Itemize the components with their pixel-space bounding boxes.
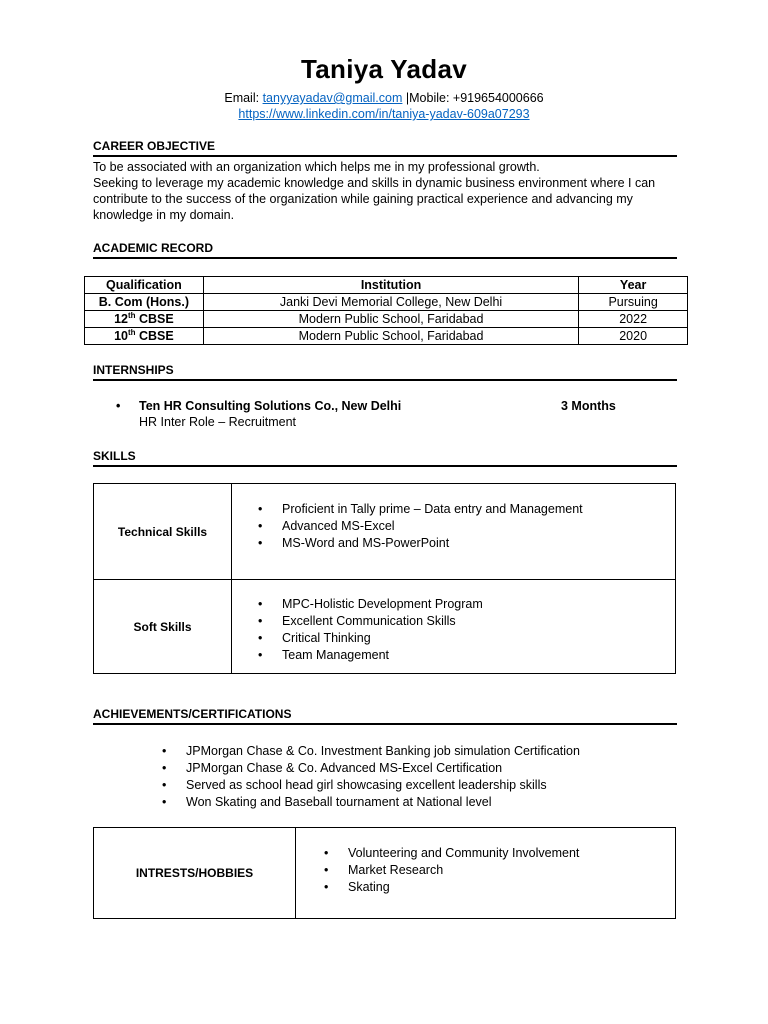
list-item: • JPMorgan Chase & Co. Investment Banking job simulation Certification: [162, 744, 580, 758]
candidate-name: Taniya Yadav: [301, 54, 467, 84]
bullet-icon: •: [162, 795, 167, 809]
career-objective-text: [93, 159, 683, 223]
hobbies-label: INTRESTS/HOBBIES: [94, 828, 296, 918]
table-row: [85, 294, 688, 311]
hobbies-list: [324, 845, 579, 896]
bullet-icon: •: [258, 648, 263, 662]
academic-table: [84, 276, 688, 345]
linkedin-link[interactable]: https://www.linkedin.com/in/taniya-yadav-609a07293: [238, 107, 530, 121]
institution-cell: Janki Devi Memorial College, New Delhi: [203, 294, 578, 311]
career-line: To be associated with an organization which helps me in my professional growth.: [93, 160, 540, 174]
list-item: • JPMorgan Chase & Co. Advanced MS-Excel Certification: [162, 761, 503, 775]
list-item: • Critical Thinking: [258, 631, 371, 645]
list-item: • Advanced MS-Excel: [258, 519, 395, 533]
bullet-icon: •: [258, 502, 263, 516]
table-row: [85, 311, 688, 328]
header-qualification: Qualification: [85, 277, 204, 294]
table-header-row: [85, 277, 688, 294]
email-label: Email:: [224, 91, 263, 105]
bullet-icon: •: [116, 399, 121, 413]
list-item: • Volunteering and Community Involvement: [324, 846, 580, 860]
bullet-icon: •: [258, 631, 263, 645]
bullet-icon: •: [258, 536, 263, 550]
internship-role: HR Inter Role – Recruitment: [139, 415, 297, 429]
soft-skills-list: [258, 596, 483, 664]
bullet-icon: •: [324, 863, 329, 877]
bullet-icon: •: [324, 846, 329, 860]
header-institution: Institution: [203, 277, 578, 294]
career-line: contribute to the success of the organization while gaining practical experience and advancing my: [93, 192, 633, 206]
internships-heading: INTERNSHIPS: [93, 363, 677, 381]
career-line: Seeking to leverage my academic knowledge and skills in dynamic business environment where I can: [93, 176, 656, 190]
career-objective-heading: CAREER OBJECTIVE: [93, 139, 677, 157]
institution-cell: Modern Public School, Faridabad: [203, 328, 578, 345]
technical-skills-box: [93, 483, 676, 580]
achievements-heading: ACHIEVEMENTS/CERTIFICATIONS: [93, 707, 677, 725]
header-year: Year: [579, 277, 688, 294]
bullet-icon: •: [162, 761, 167, 775]
list-item: • Skating: [324, 880, 390, 894]
list-item: • Excellent Communication Skills: [258, 614, 456, 628]
list-item: • MPC-Holistic Development Program: [258, 597, 483, 611]
contact-line: [0, 90, 768, 106]
internship-company: Ten HR Consulting Solutions Co., New Delhi: [139, 399, 402, 413]
career-line: knowledge in my domain.: [93, 208, 235, 222]
year-cell: 2020: [579, 328, 688, 345]
technical-skills-list: [258, 501, 583, 552]
skills-heading: SKILLS: [93, 449, 677, 467]
list-item: • Proficient in Tally prime – Data entry and Management: [258, 502, 583, 516]
hobbies-box: [93, 827, 676, 919]
academic-record-heading: ACADEMIC RECORD: [93, 241, 677, 259]
mobile-text: |Mobile: +919654000666: [402, 91, 544, 105]
internship-duration: 3 Months: [561, 399, 616, 413]
qualification-cell: B. Com (Hons.): [85, 294, 204, 311]
soft-skills-box: [93, 579, 676, 674]
technical-skills-label: Technical Skills: [94, 484, 232, 579]
year-cell: Pursuing: [579, 294, 688, 311]
bullet-icon: •: [258, 614, 263, 628]
year-cell: 2022: [579, 311, 688, 328]
institution-cell: Modern Public School, Faridabad: [203, 311, 578, 328]
achievements-list: [162, 743, 580, 811]
qualification-cell: 10th CBSE: [85, 328, 204, 345]
list-item: • Market Research: [324, 863, 444, 877]
table-row: [85, 328, 688, 345]
soft-skills-label: Soft Skills: [94, 580, 232, 673]
bullet-icon: •: [258, 597, 263, 611]
email-link[interactable]: tanyyayadav@gmail.com: [262, 91, 403, 105]
qualification-cell: 12th CBSE: [85, 311, 204, 328]
internship-entry: [116, 398, 636, 430]
bullet-icon: •: [324, 880, 329, 894]
list-item: • MS-Word and MS-PowerPoint: [258, 536, 450, 550]
bullet-icon: •: [162, 744, 167, 758]
contact-block: [0, 90, 768, 122]
list-item: • Team Management: [258, 648, 390, 662]
bullet-icon: •: [258, 519, 263, 533]
list-item: • Won Skating and Baseball tournament at National level: [162, 795, 492, 809]
list-item: • Served as school head girl showcasing excellent leadership skills: [162, 778, 547, 792]
bullet-icon: •: [162, 778, 167, 792]
